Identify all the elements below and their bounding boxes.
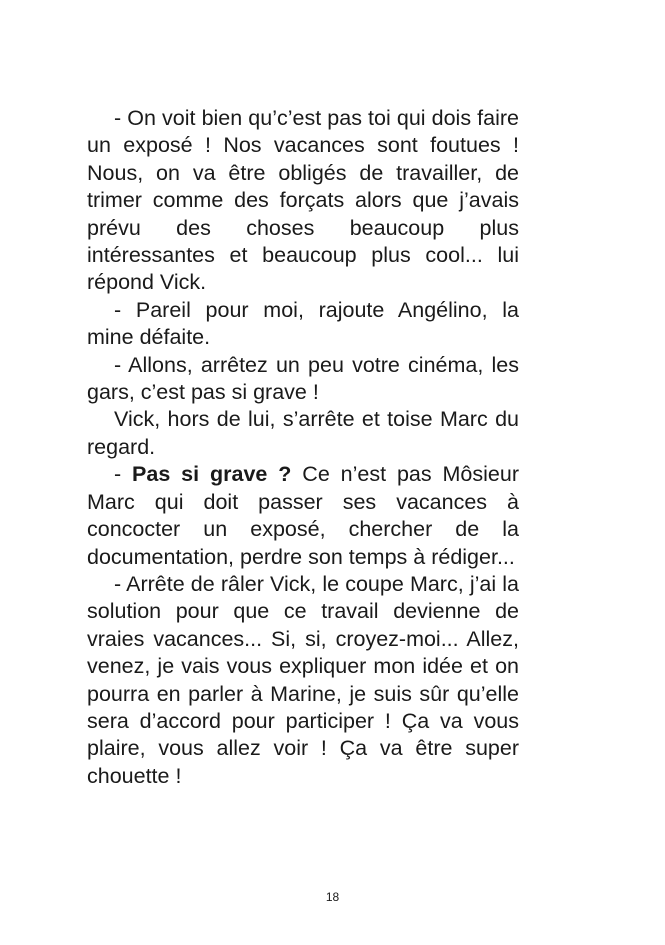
dialogue-dash: -: [114, 462, 133, 487]
paragraph-angelino-reply: - Pareil pour moi, rajoute Angélino, la mine défaite.: [87, 297, 519, 350]
paragraph-rest: Ce n’est pas Môsieur Marc qui doit passer ses vacances à concocter un exposé, chercher de la documentation, perdre son temps à rédiger...: [87, 462, 519, 569]
paragraph-marc-solution: - Arrête de râler Vick, le coupe Marc, j’ai la solution pour que ce travail devienne de vraies vacances... Si, si, croyez-moi... Allez, venez, je vais vous expliquer mon idée et on pourra en parler à Marine, je suis sûr qu’elle sera d’accord pour participer ! Ça va vous plaire, vous allez voir ! Ça va être super chouette !: [87, 571, 519, 788]
bold-phrase: Pas si grave ?: [132, 462, 292, 487]
book-page-text: [87, 105, 519, 790]
paragraph-vick-angry: Vick, hors de lui, s’arrête et toise Marc du regard.: [87, 407, 519, 459]
paragraph-marc-calm: - Allons, arrêtez un peu votre cinéma, les gars, c’est pas si grave !: [87, 352, 519, 405]
paragraph-pas-si-grave: [87, 461, 519, 571]
paragraph-vick-complaint: - On voit bien qu’c’est pas toi qui dois faire un exposé ! Nos vacances sont foutues ! Nous, on va être obligés de travailler, de trimer comme des forçats alors que j’avais prévu des choses beaucoup plus intéressantes et beaucoup plus cool... lui répond Vick.: [87, 106, 519, 295]
page-number: 18: [325, 890, 340, 904]
